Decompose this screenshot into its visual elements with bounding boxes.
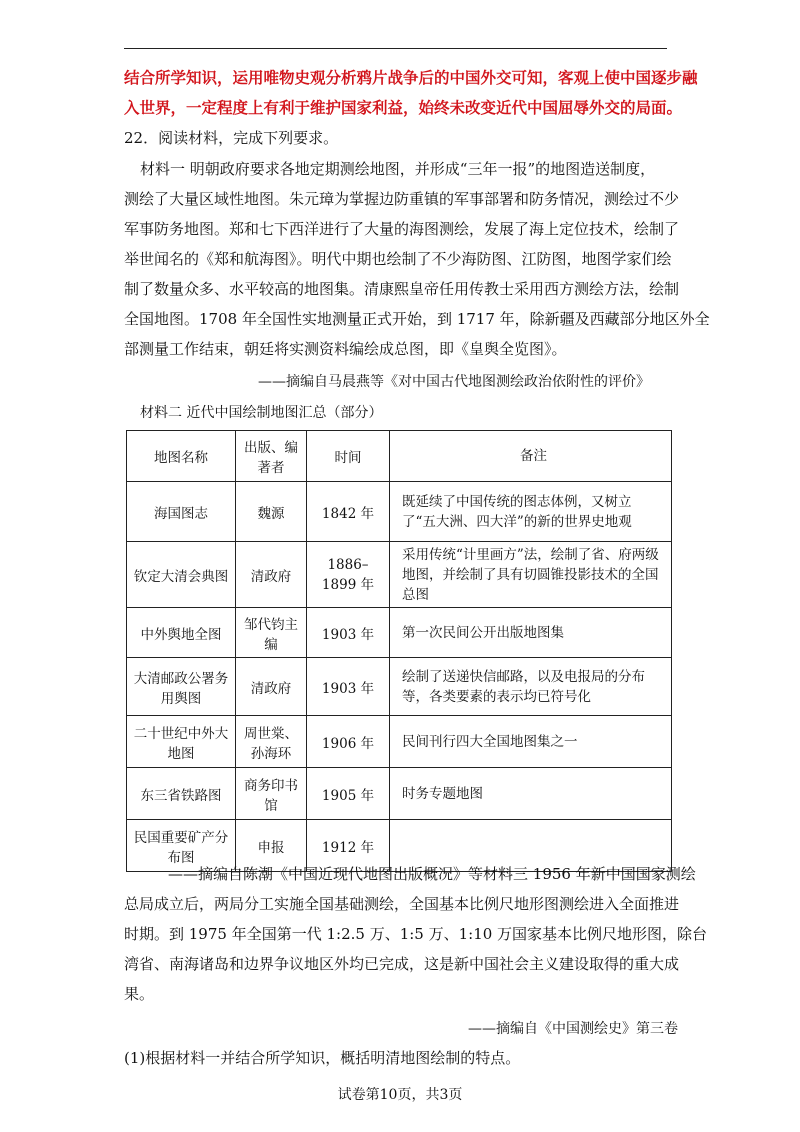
- table-row: [127, 542, 672, 608]
- table-row: [127, 716, 672, 768]
- material3-source: ——摘编自《中国测绘史》第三卷: [468, 1021, 678, 1037]
- material1-source: ——摘编自马晨燕等《对中国古代地图测绘政治依附性的评价》: [258, 374, 650, 390]
- table-cell-time: 1912 年: [307, 820, 390, 872]
- table-header: 时间: [307, 431, 390, 482]
- table-cell-name: 东三省铁路图: [127, 768, 236, 820]
- table-cell-author: 清政府: [236, 542, 307, 608]
- table-header: 备注: [390, 431, 672, 482]
- table-cell-name: 海国图志: [127, 482, 236, 542]
- material1-line: 材料一 明朝政府要求各地定期测绘地图，并形成“三年一报”的地图造送制度，: [140, 160, 656, 178]
- material1-line: 测绘了大量区域性地图。朱元璋为掌握边防重镇的军事部署和防务情况，测绘过不少: [124, 190, 680, 208]
- material3-line: 总局成立后，两局分工实施全国基础测绘，全国基本比例尺地形图测绘进入全面推进: [124, 895, 680, 913]
- answer-line-1: 结合所学知识，运用唯物史观分析鸦片战争后的中国外交可知，客观上使中国逐步融: [124, 69, 698, 87]
- table-row: [127, 482, 672, 542]
- table-header-row: [127, 431, 672, 482]
- table-cell-author: 申报: [236, 820, 307, 872]
- table-cell-name: 民国重要矿产分布图: [127, 820, 236, 872]
- table-cell-time: 1903 年: [307, 658, 390, 716]
- table-cell-note: 第一次民间公开出版地图集: [390, 608, 672, 658]
- table-cell-note: 采用传统“计里画方”法，绘制了省、府两级地图，并绘制了具有切圆锥投影技术的全国总图: [390, 542, 672, 608]
- table-cell-author: 魏源: [236, 482, 307, 542]
- table-cell-author: 周世棠、孙海环: [236, 716, 307, 768]
- table-cell-author: 商务印书馆: [236, 768, 307, 820]
- maps-table: [126, 430, 672, 872]
- table-cell-note: 时务专题地图: [390, 768, 672, 820]
- material3-line: ——摘编自陈潮《中国近现代地图出版概况》等材料三 1956 年新中国国家测绘: [168, 865, 696, 883]
- table-header: 地图名称: [127, 431, 236, 482]
- table-row: [127, 658, 672, 716]
- table-cell-name: 二十世纪中外大地图: [127, 716, 236, 768]
- material1-line: 部测量工作结束，朝廷将实测资料编绘成总图，即《皇舆全览图》。: [124, 340, 567, 358]
- table-cell-time: 1905 年: [307, 768, 390, 820]
- table-cell-time: 1842 年: [307, 482, 390, 542]
- material3-line: 时期。到 1975 年全国第一代 1:2.5 万、1:5 万、1:10 万国家基本比例尺地形图，除台: [124, 925, 708, 943]
- material3-line: 果。: [124, 985, 155, 1003]
- question-header: 22．阅读材料，完成下列要求。: [124, 129, 339, 147]
- table-cell-time: 1903 年: [307, 608, 390, 658]
- answer-line-2: 入世界，一定程度上有利于维护国家利益，始终未改变近代中国屈辱外交的局面。: [124, 99, 683, 117]
- page-footer: 试卷第10页，共3页: [337, 1087, 463, 1103]
- table-row: [127, 768, 672, 820]
- material1-line: 全国地图。1708 年全国性实地测量正式开始，到 1717 年，除新疆及西藏部分地区外全: [124, 310, 710, 328]
- table-cell-time: 1886–1899 年: [307, 542, 390, 608]
- material1-line: 制了数量众多、水平较高的地图集。清康熙皇帝任用传教士采用西方测绘方法，绘制: [124, 280, 680, 298]
- table-cell-time: 1906 年: [307, 716, 390, 768]
- table-cell-name: 大清邮政公署务用舆图: [127, 658, 236, 716]
- material1-line: 军事防务地图。郑和七下西洋进行了大量的海图测绘，发展了海上定位技术，绘制了: [124, 220, 680, 238]
- table-cell-note: 绘制了送递快信邮路，以及电报局的分布等，各类要素的表示均已符号化: [390, 658, 672, 716]
- table-cell-name: 中外舆地全图: [127, 608, 236, 658]
- table-cell-author: 邹代钧主编: [236, 608, 307, 658]
- material3-line: 湾省、南海诸岛和边界争议地区外均已完成，这是新中国社会主义建设取得的重大成: [124, 955, 680, 973]
- material1-line: 举世闻名的《郑和航海图》。明代中期也绘制了不少海防图、江防图，地图学家们绘: [124, 250, 672, 268]
- table-row: [127, 608, 672, 658]
- table-header: 出版、编著者: [236, 431, 307, 482]
- table-cell-author: 清政府: [236, 658, 307, 716]
- table-cell-note: 民间刊行四大全国地图集之一: [390, 716, 672, 768]
- question-1: (1)根据材料一并结合所学知识，概括明清地图绘制的特点。: [124, 1049, 521, 1067]
- material2-title: 材料二 近代中国绘制地图汇总（部分）: [140, 405, 383, 421]
- top-rule: [124, 48, 667, 49]
- table-cell-note: 既延续了中国传统的图志体例，又树立了“五大洲、四大洋”的新的世界史地观: [390, 482, 672, 542]
- table-cell-name: 钦定大清会典图: [127, 542, 236, 608]
